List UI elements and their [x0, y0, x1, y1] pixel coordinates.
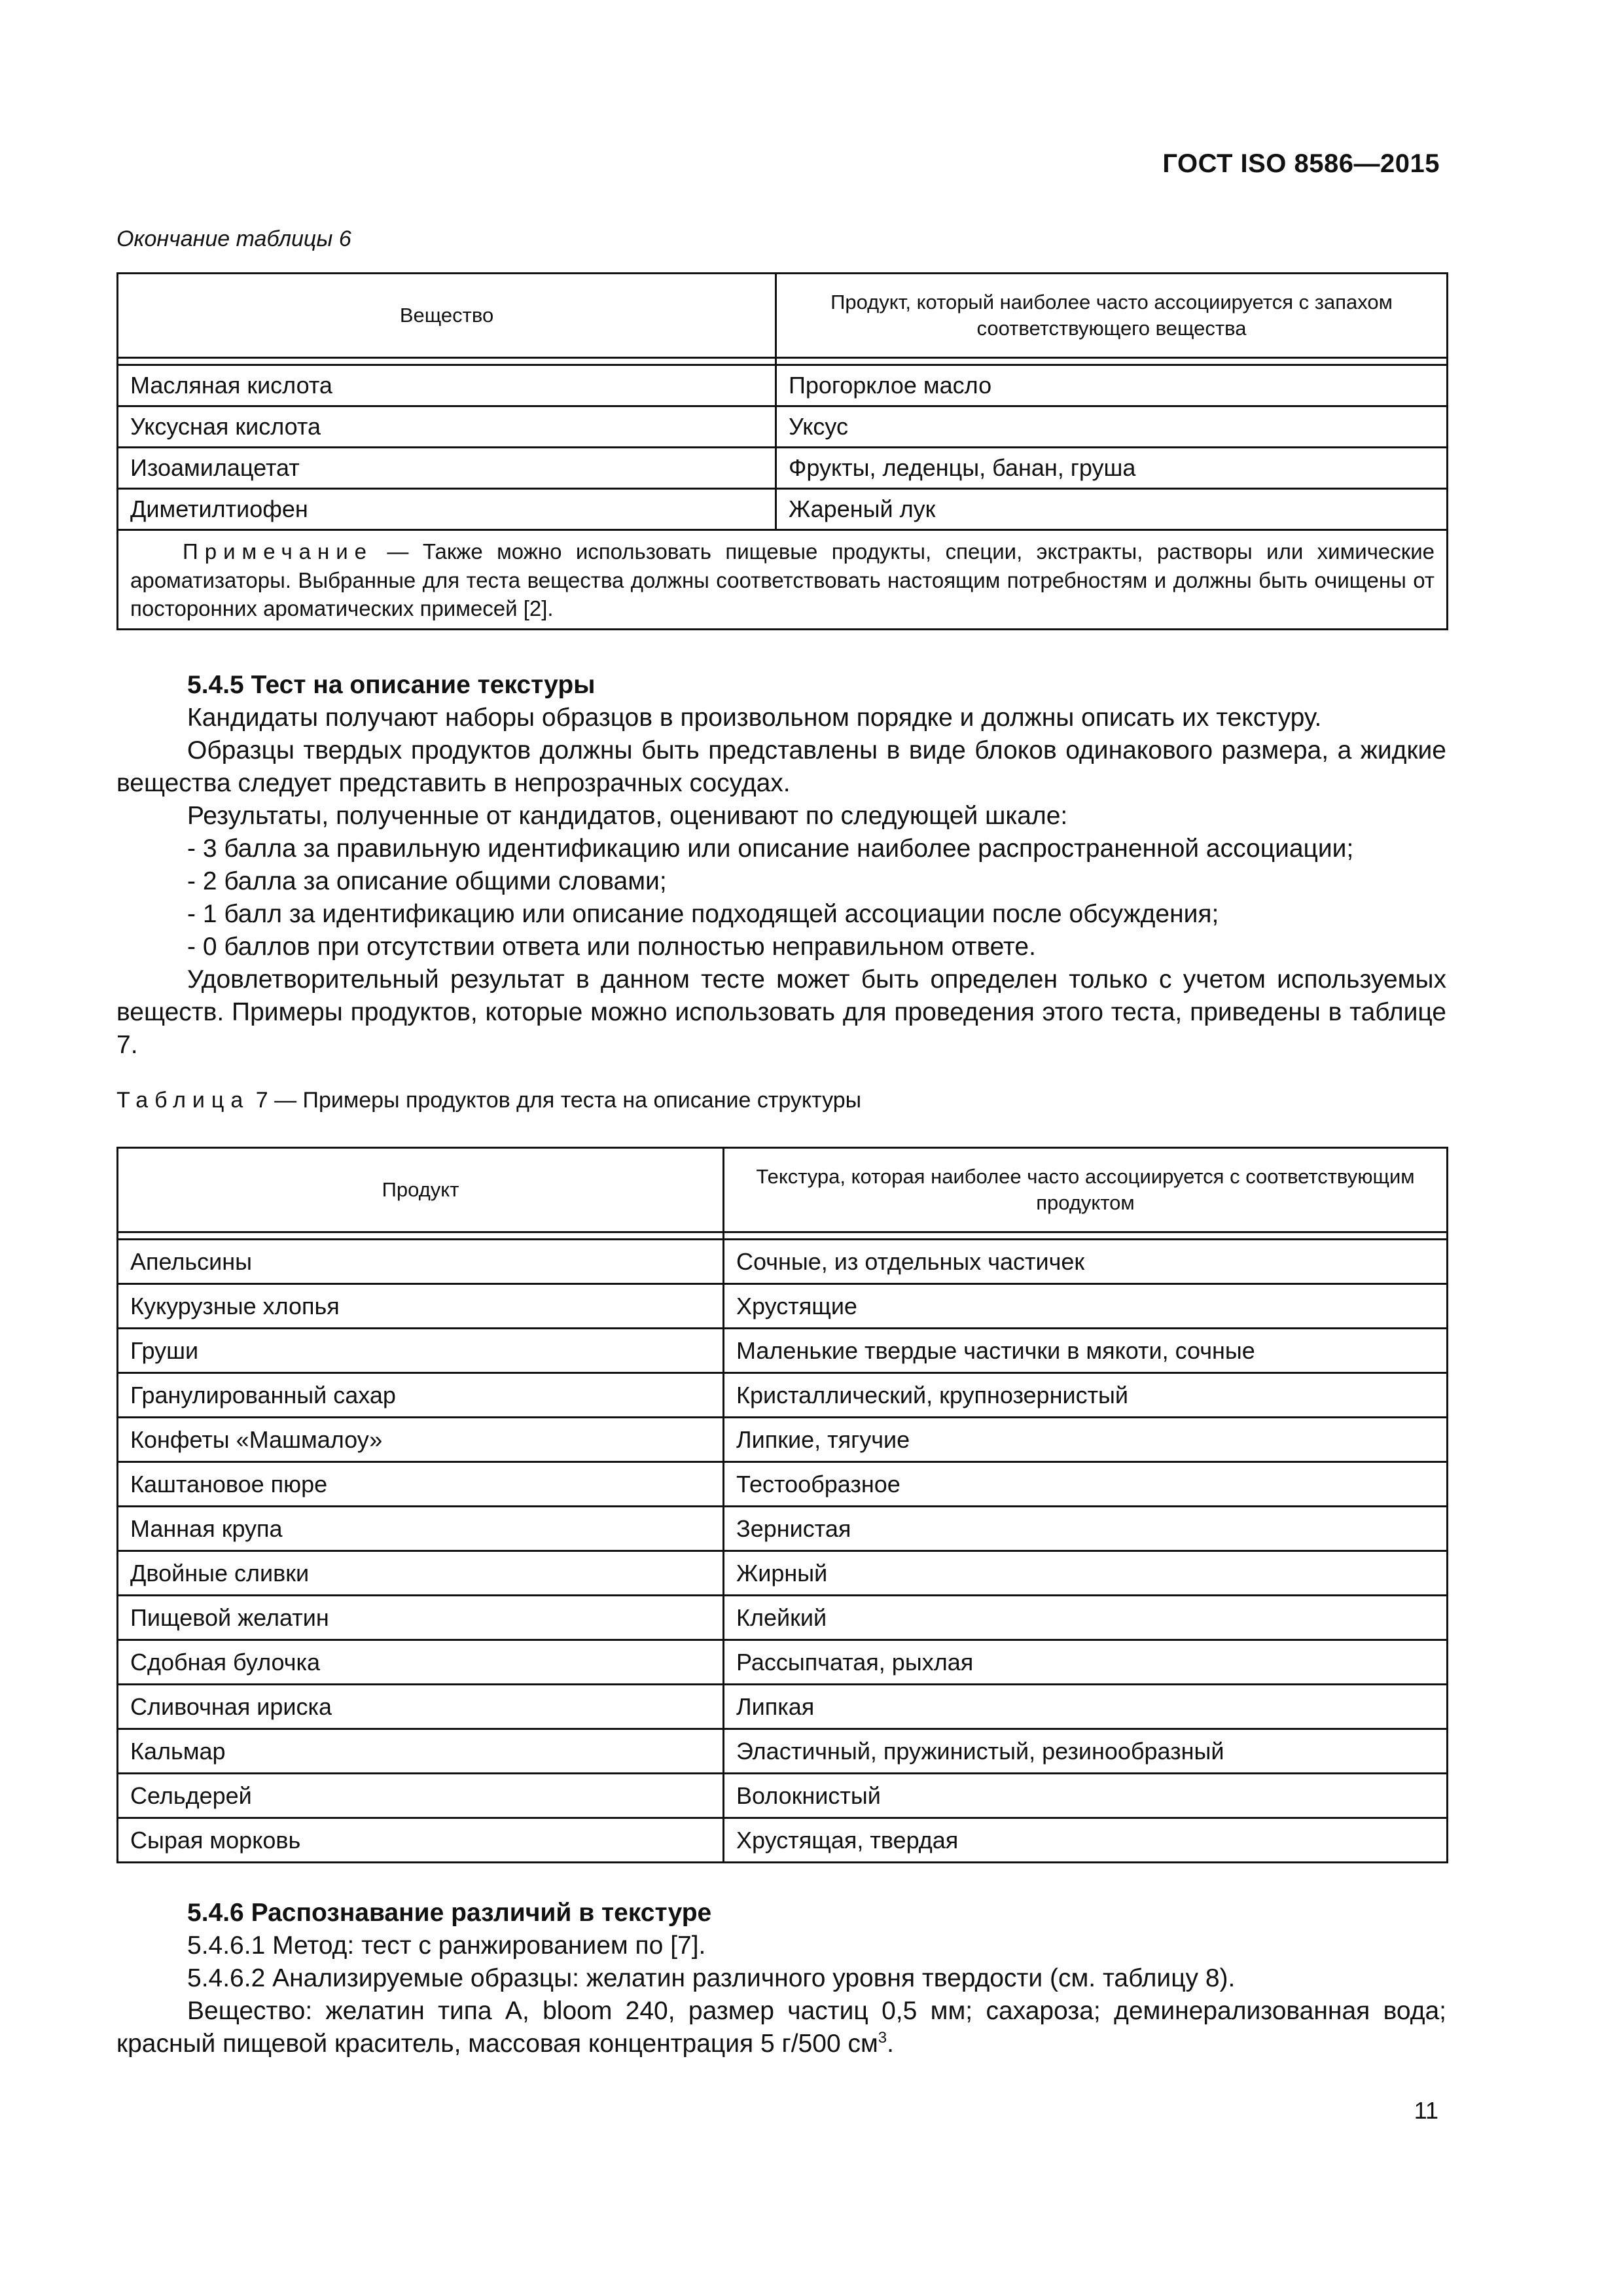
paragraph: Результаты, полученные от кандидатов, оценивают по следующей шкале:	[187, 802, 1068, 830]
product-cell: Сдобная булочка	[118, 1640, 724, 1685]
table-row	[118, 406, 1448, 448]
product-cell: Уксус	[776, 406, 1448, 448]
section-5-4-5	[116, 669, 1446, 1062]
product-cell: Двойные сливки	[118, 1551, 724, 1596]
table-row	[118, 1462, 1448, 1507]
table-7	[116, 1147, 1448, 1863]
section-title: 5.4.6 Распознавание различий в текстуре	[187, 1899, 712, 1927]
table-row	[118, 489, 1448, 530]
column-header-product: Продукт	[118, 1148, 724, 1232]
texture-cell: Хрустящие	[724, 1284, 1448, 1329]
product-cell: Кальмар	[118, 1729, 724, 1774]
product-cell: Конфеты «Машмалоу»	[118, 1418, 724, 1462]
table-6	[116, 272, 1448, 630]
table-row	[118, 365, 1448, 406]
product-cell: Груши	[118, 1329, 724, 1373]
table6-continuation-caption: Окончание таблицы 6	[116, 226, 351, 251]
scale-item: - 1 балл за идентификацию или описание подходящей ассоциации после обсуждения;	[187, 900, 1219, 928]
table7-caption	[116, 1088, 861, 1113]
paragraph: Удовлетворительный результат в данном тесте может быть определен только с учетом используемых веществ. Примеры продуктов, которые можно использовать для проведения этого теста, приведены в таблице 7.	[116, 965, 1446, 1059]
texture-cell: Липкая	[724, 1685, 1448, 1729]
table-header-row	[118, 274, 1448, 358]
note-label: Примечание	[183, 539, 374, 564]
column-header-substance: Вещество	[118, 274, 776, 358]
texture-cell: Маленькие твердые частички в мякоти, сочные	[724, 1329, 1448, 1373]
table-row	[118, 1284, 1448, 1329]
texture-cell: Жирный	[724, 1551, 1448, 1596]
table-row	[118, 1640, 1448, 1685]
texture-cell: Волокнистый	[724, 1774, 1448, 1818]
section-title: 5.4.5 Тест на описание текстуры	[187, 671, 596, 699]
product-cell: Сельдерей	[118, 1774, 724, 1818]
texture-cell: Хрустящая, твердая	[724, 1818, 1448, 1863]
product-cell: Гранулированный сахар	[118, 1373, 724, 1418]
product-cell: Пищевой желатин	[118, 1596, 724, 1640]
scale-item: - 0 баллов при отсутствии ответа или полностью неправильном ответе.	[187, 933, 1036, 961]
scale-item: - 2 балла за описание общими словами;	[187, 867, 667, 895]
document-id-header: ГОСТ ISO 8586—2015	[1162, 149, 1440, 178]
paragraph: 5.4.6.1 Метод: тест с ранжированием по [7].	[187, 1931, 706, 1960]
table-row	[118, 1818, 1448, 1863]
column-header-texture: Текстура, которая наиболее часто ассоциируется с соответствующим продуктом	[724, 1148, 1448, 1232]
texture-cell: Эластичный, пружинистый, резинообразный	[724, 1729, 1448, 1774]
table-row	[118, 1551, 1448, 1596]
table-row	[118, 1774, 1448, 1818]
product-cell: Прогорклое масло	[776, 365, 1448, 406]
table-row	[118, 1507, 1448, 1551]
substance-cell: Масляная кислота	[118, 365, 776, 406]
table-row	[118, 1729, 1448, 1774]
texture-cell: Клейкий	[724, 1596, 1448, 1640]
table-note	[118, 530, 1448, 630]
product-cell: Сырая морковь	[118, 1818, 724, 1863]
table-note-row	[118, 530, 1448, 630]
table-header-row	[118, 1148, 1448, 1232]
scale-item: - 3 балла за правильную идентификацию или описание наиболее распространенной ассоциации;	[187, 834, 1354, 863]
substance-cell: Уксусная кислота	[118, 406, 776, 448]
section-5-4-6	[116, 1897, 1446, 2060]
product-cell: Манная крупа	[118, 1507, 724, 1551]
product-cell: Кукурузные хлопья	[118, 1284, 724, 1329]
superscript: 3	[878, 2029, 887, 2047]
paragraph: Кандидаты получают наборы образцов в произвольном порядке и должны описать их текстуру.	[187, 704, 1322, 732]
paragraph	[116, 1995, 1446, 2060]
texture-cell: Зернистая	[724, 1507, 1448, 1551]
header-divider	[118, 1232, 1448, 1240]
product-cell: Каштановое пюре	[118, 1462, 724, 1507]
table-row	[118, 1418, 1448, 1462]
table-caption-text: 7 — Примеры продуктов для теста на описание структуры	[249, 1088, 862, 1113]
product-cell: Сливочная ириска	[118, 1685, 724, 1729]
table-row	[118, 1596, 1448, 1640]
paragraph: 5.4.6.2 Анализируемые образцы: желатин различного уровня твердости (см. таблицу 8).	[187, 1964, 1236, 1992]
substance-cell: Диметилтиофен	[118, 489, 776, 530]
paragraph: Образцы твердых продуктов должны быть представлены в виде блоков одинакового размера, а жидкие вещества следует представить в непрозрачных сосудах.	[116, 736, 1446, 797]
note-text: — Также можно использовать пищевые продукты, специи, экстракты, растворы или химические ароматизаторы. Выбранные для теста вещества должны соответствовать настоящим потребностям и должны быть очищены от посторонних ароматических примесей [2].	[130, 539, 1435, 621]
table-row	[118, 448, 1448, 489]
texture-cell: Рассыпчатая, рыхлая	[724, 1640, 1448, 1685]
table-label: Таблица	[116, 1088, 250, 1113]
substance-cell: Изоамилацетат	[118, 448, 776, 489]
table-row	[118, 1373, 1448, 1418]
column-header-product: Продукт, который наиболее часто ассоциируется с запахом соответствующего вещества	[776, 274, 1448, 358]
product-cell: Жареный лук	[776, 489, 1448, 530]
page-number: 11	[1414, 2097, 1438, 2124]
texture-cell: Сочные, из отдельных частичек	[724, 1240, 1448, 1284]
product-cell: Апельсины	[118, 1240, 724, 1284]
texture-cell: Тестообразное	[724, 1462, 1448, 1507]
product-cell: Фрукты, леденцы, банан, груша	[776, 448, 1448, 489]
header-divider	[118, 358, 1448, 365]
table-row	[118, 1685, 1448, 1729]
texture-cell: Липкие, тягучие	[724, 1418, 1448, 1462]
table-row	[118, 1240, 1448, 1284]
table-row	[118, 1329, 1448, 1373]
texture-cell: Кристаллический, крупнозернистый	[724, 1373, 1448, 1418]
paragraph-end: .	[887, 2030, 894, 2058]
paragraph-text: Вещество: желатин типа A, bloom 240, размер частиц 0,5 мм; сахароза; деминерализованная вода; красный пищевой краситель, массовая концентрация 5 г/500 см	[116, 1997, 1446, 2058]
